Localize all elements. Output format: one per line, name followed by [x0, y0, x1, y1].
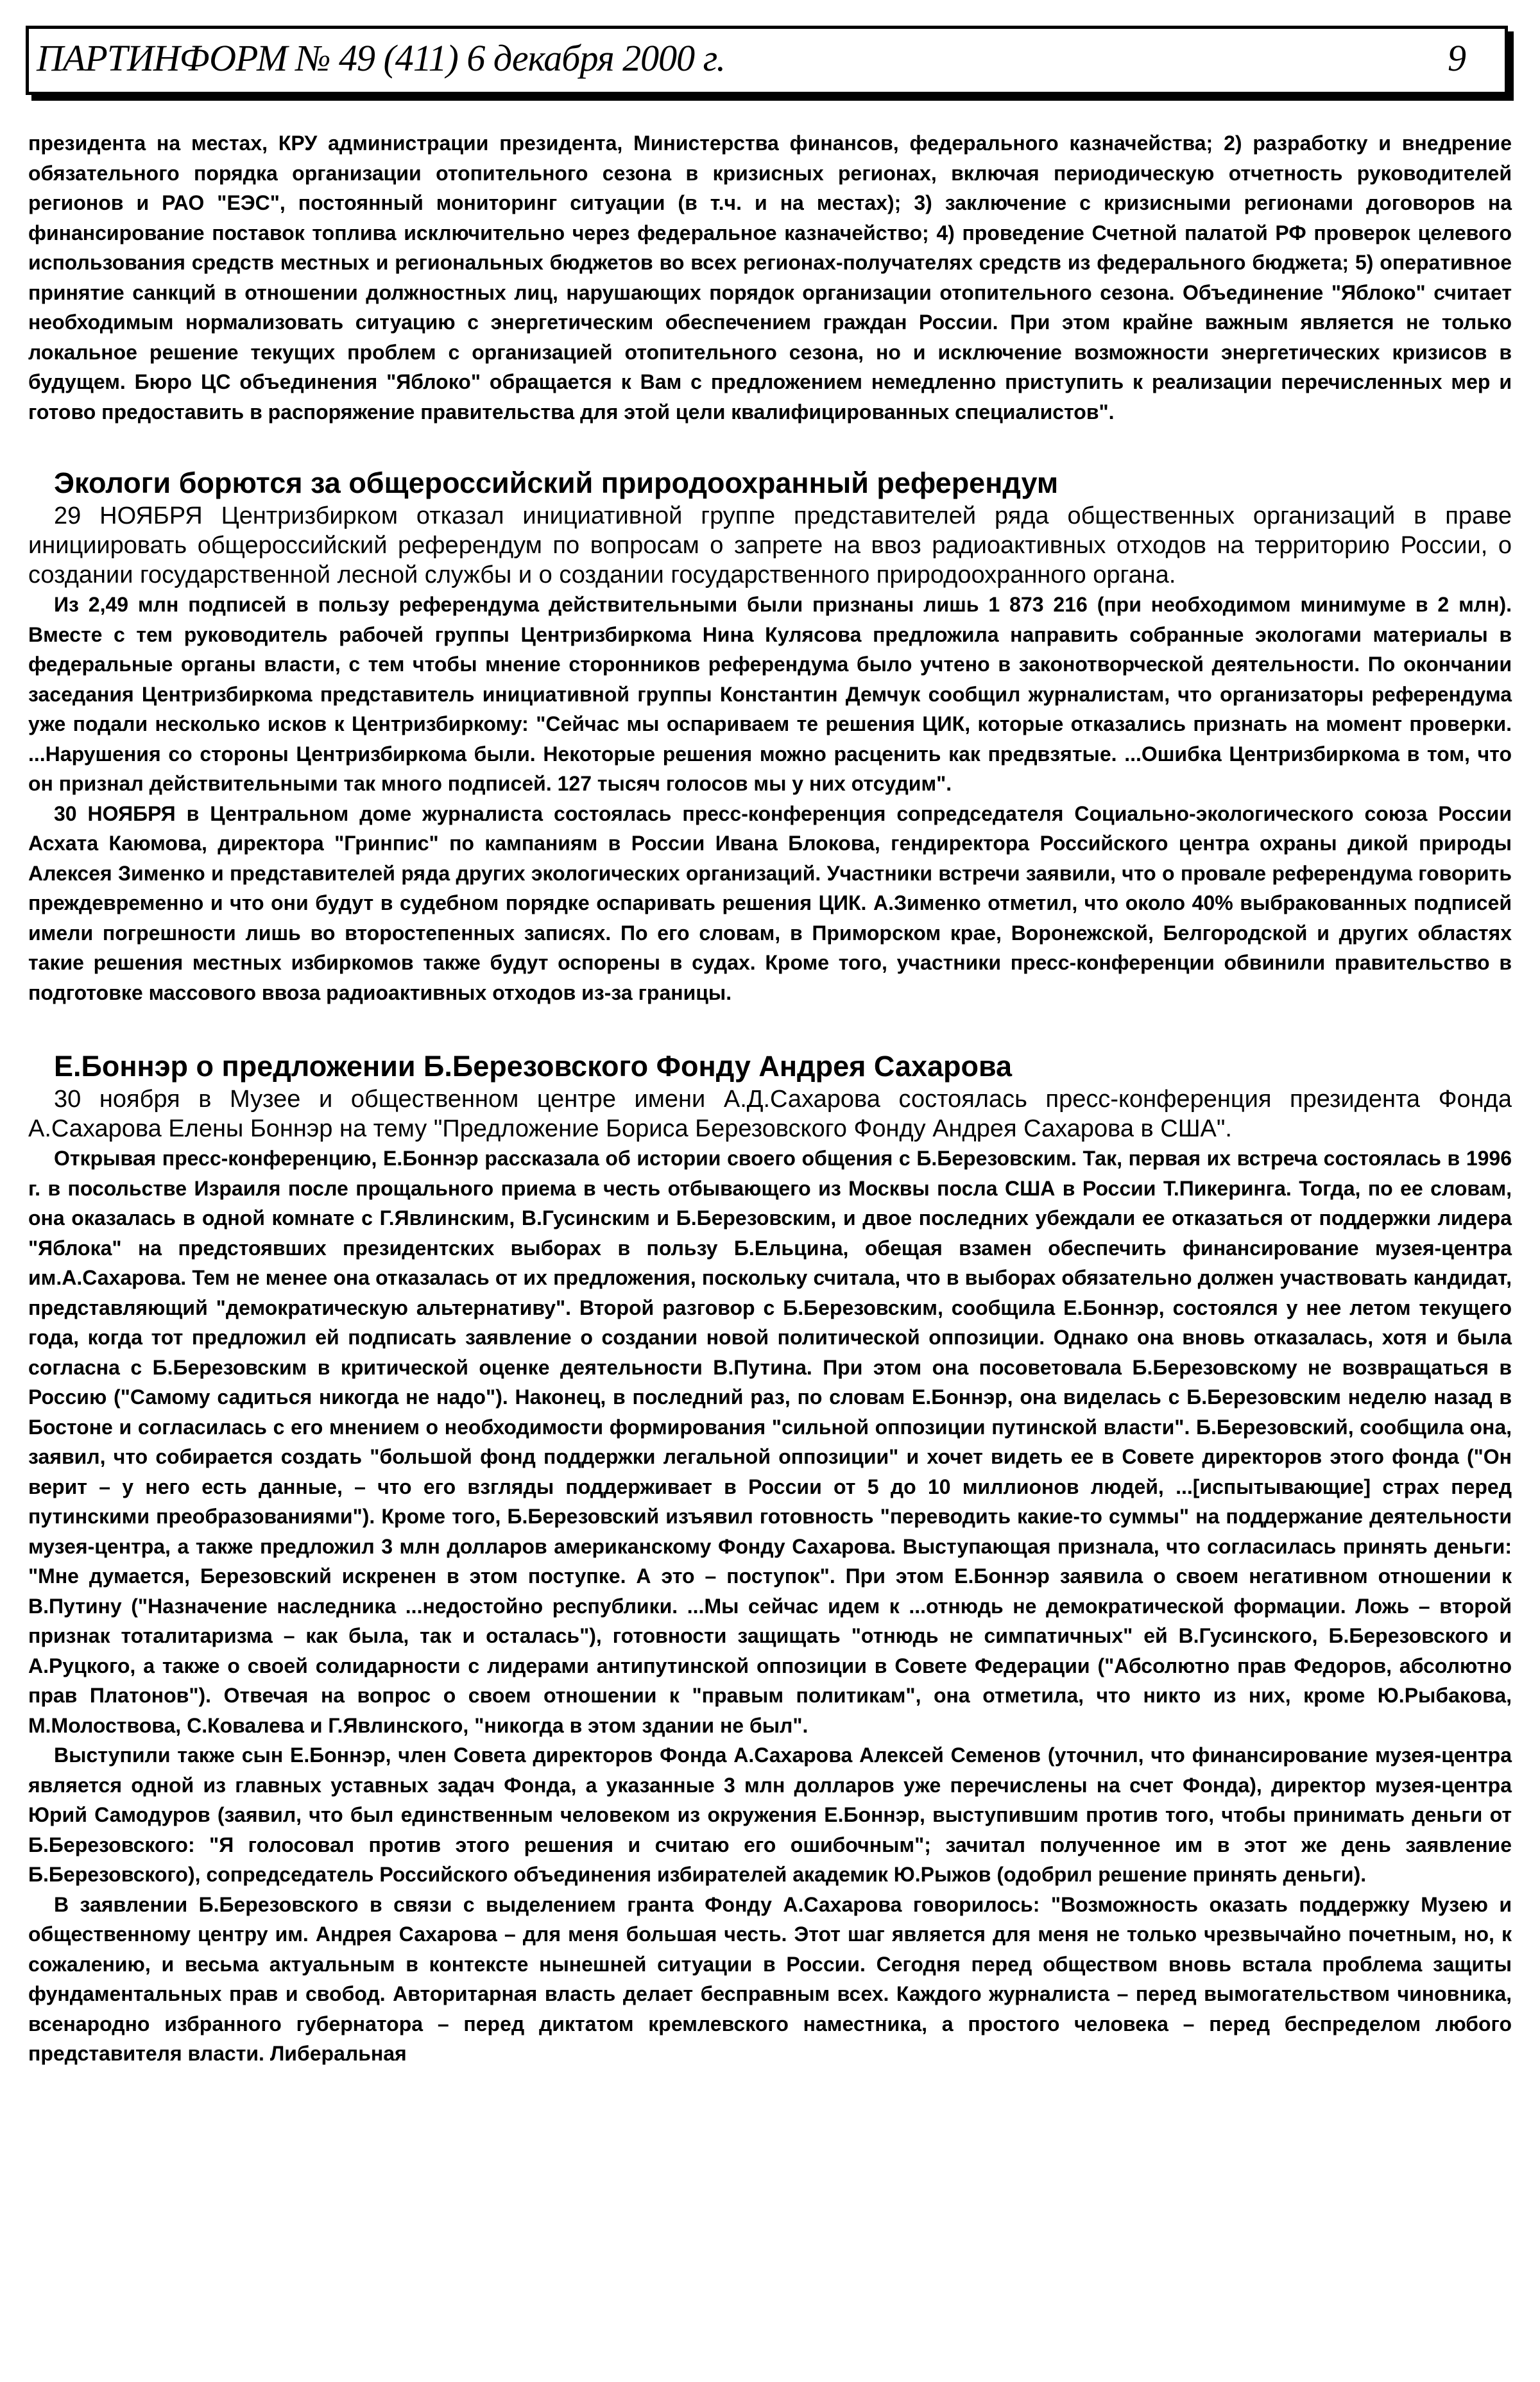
article-heading: Экологи борются за общероссийский природоохранный референдум	[54, 467, 1059, 499]
article-paragraph: Выступили также сын Е.Боннэр, член Совета директоров Фонда А.Сахарова Алексей Семенов (уточнил, что финансирование музея-центра является одной из главных уставных задач Фонда, а указанные 3 млн долларов уже перечислены на счет Фонда), директор музея-центра Юрий Самодуров (заявил, что был единственным человеком из окружения Е.Боннэр, выступившим против того, чтобы принимать деньги от Б.Березовского: "Я голосовал против этого решения и считаю его ошибочным"; зачитал полученное им в этот же день заявление Б.Березовского), сопредседатель Российского объединения избирателей академик Ю.Рыжов (одобрил решение принять деньги).	[28, 1744, 1512, 1886]
article-ecologists-referendum	[28, 465, 1512, 1007]
page-header	[26, 26, 1508, 95]
article-paragraph: Открывая пресс-конференцию, Е.Боннэр рассказала об истории своего общения с Б.Березовским. Так, первая их встреча состоялась в 1996 г. в посольстве Израиля после прощального приема в честь отбывающего из Москвы посла США в России Т.Пикеринга. Тогда, по ее словам, она оказалась в одной комнате с Г.Явлинским, В.Гусинским и Б.Березовским, и двое последних убеждали ее отказаться от поддержки лидера "Яблока" на предстоявших президентских выборах в пользу Б.Ельцина, обещая взамен обеспечить финансирование музея-центра им.А.Сахарова. Тем не менее она отказалась от их предложения, поскольку считала, что в выборах обязательно должен участвовать кандидат, представляющий "демократическую альтернативу". Второй разговор с Б.Березовским, сообщила Е.Боннэр, состоялся у нее летом текущего года, когда тот предложил ей подписать заявление о создании новой политической оппозиции. Однако она вновь отказалась, хотя и была согласна с Б.Березовским в критической оценке деятельности В.Путина. При этом она посоветовала Б.Березовскому не возвращаться в Россию ("Самому садиться никогда не надо"). Наконец, в последний раз, по словам Е.Боннэр, она виделась с Б.Березовским неделю назад в Бостоне и согласилась с его мнением о необходимости формирования "сильной оппозиции путинской власти". Б.Березовский, сообщила она, заявил, что собирается создать "большой фонд поддержки легальной оппозиции" и хочет видеть ее в Совете директоров этого фонда ("Он верит – у него есть данные, – что его взгляды поддерживает в России от 5 до 10 миллионов людей, ...[испытывающие] страх перед путинскими преобразованиями"). Кроме того, Б.Березовский изъявил готовность "переводить какие-то суммы" на поддержание деятельности музея-центра, а также предложил 3 млн долларов американскому Фонду Сахарова. Выступающая признала, что согласилась принять деньги: "Мне думается, Березовский искренен в этом поступке. А это – поступок". При этом Е.Боннэр заявила о своем негативном отношении к В.Путину ("Назначение наследника ...недостойно республики. ...Мы сейчас идем к ...отнюдь не демократической формации. Ложь – второй признак тоталитаризма – как была, так и осталась"), готовности защищать "отнюдь не симпатичных" ей В.Гусинского, Б.Березовского и А.Руцкого, а также о своей солидарности с лидерами антипутинской оппозиции в Совете Федерации ("Абсолютно прав Федоров, абсолютно прав Платонов"). Отвечая на вопрос о своем отношении к "правым политикам", она отметила, что никто из них, кроме Ю.Рыбакова, М.Молоствова, С.Ковалева и Г.Явлинского, "никогда в этом здании не был".	[28, 1147, 1512, 1737]
article-paragraph: Из 2,49 млн подписей в пользу референдума действительными были признаны лишь 1 873 216 (при необходимом минимуме в 2 млн). Вместе с тем руководитель рабочей группы Центризбиркома Нина Кулясова предложила направить собранные экологами материалы в федеральные органы власти, с тем чтобы мнение сторонников референдума было учтено в законотворческой деятельности. По окончании заседания Центризбиркома представитель инициативной группы Константин Демчук сообщил журналистам, что организаторы референдума уже подали несколько исков к Центризбиркому: "Сейчас мы оспариваем те решения ЦИК, которые отказались признать на момент проверки. ...Нарушения со стороны Центризбиркома были. Некоторые решения можно расценить как предвзятые. ...Ошибка Центризбиркома в том, что он признал действительными так много подписей. 127 тысяч голосов мы у них отсудим".	[28, 593, 1512, 795]
page-number: 9	[1448, 37, 1466, 79]
article-lead: 29 НОЯБРЯ Центризбирком отказал инициативной группе представителей ряда общественных организаций в праве инициировать общероссийский референдум по вопросам о запрете на ввоз радиоактивных отходов на территорию России, о создании государственной лесной службы и о создании государственного природоохранного органа.	[28, 502, 1512, 588]
article-paragraph: 30 НОЯБРЯ в Центральном доме журналиста состоялась пресс-конференция сопредседателя Социально-экологического союза России Асхата Каюмова, директора "Гринпис" по кампаниям в России Ивана Блокова, гендиректора Российского центра охраны дикой природы Алексея Зименко и представителей ряда других экологических организаций. Участники встречи заявили, что о провале референдума говорить преждевременно и что они будут в судебном порядке оспаривать решения ЦИК. А.Зименко отметил, что около 40% выбракованных подписей имели погрешности лишь во второстепенных записях. По его словам, в Приморском крае, Воронежской, Белгородской и других областях такие решения местных избиркомов также будут оспорены в судах. Кроме того, участники пресс-конференции обвинили правительство в подготовке массового ввоза радиоактивных отходов из-за границы.	[28, 801, 1512, 1004]
intro-paragraph: президента на местах, КРУ администрации президента, Министерства финансов, федерального казначейства; 2) разработку и внедрение обязательного порядка организации отопительного сезона в кризисных регионах, включая периодическую отчетность руководителей регионов и РАО "ЕЭС", постоянный мониторинг ситуации (в т.ч. и на местах); 3) заключение с кризисными регионами договоров на финансирование поставок топлива исключительно через федеральное казначейство; 4) проведение Счетной палатой РФ проверок целевого использования средств местных и региональных бюджетов во всех регионах-получателях средств из федерального бюджета; 5) оперативное принятие санкций в отношении должностных лиц, нарушающих порядок организации отопительного сезона. Объединение "Яблоко" считает необходимым нормализовать ситуацию с энергетическим обеспечением граждан России. При этом крайне важным является не только локальное решение текущих проблем с организацией отопительного сезона, но и исключение возможности энергетических кризисов в будущем. Бюро ЦС объединения "Яблоко" обращается к Вам с предложением немедленно приступить к реализации перечисленных мер и готово предоставить в распоряжение правительства для этой цели квалифицированных специалистов".	[28, 132, 1512, 424]
page-content	[28, 128, 1512, 2069]
publication-title: ПАРТИНФОРМ № 49 (411) 6 декабря 2000 г.	[37, 37, 726, 79]
article-heading: Е.Боннэр о предложении Б.Березовского Фонду Андрея Сахарова	[54, 1050, 1013, 1083]
article-bonner-berezovsky	[28, 1049, 1512, 2069]
article-paragraph: В заявлении Б.Березовского в связи с выделением гранта Фонду А.Сахарова говорилось: "Возможность оказать поддержку Музею и общественному центру им. Андрея Сахарова – для меня большая честь. Этот шаг является для меня не только чрезвычайно почетным, но, к сожалению, и весьма актуальным в контексте нынешней ситуации в России. Сегодня перед обществом вновь встала проблема защиты фундаментальных прав и свобод. Авторитарная власть делает бесправным всех. Каждого журналиста – перед вымогательством чиновника, всенародно избранного губернатора – перед диктатом кремлевского наместника, а простого человека – перед беспределом любого представителя власти. Либеральная	[28, 1892, 1512, 2065]
article-lead: 30 ноября в Музее и общественном центре имени А.Д.Сахарова состоялась пресс-конференция президента Фонда А.Сахарова Елены Боннэр на тему "Предложение Бориса Березовского Фонду Андрея Сахарова в США".	[28, 1086, 1512, 1142]
